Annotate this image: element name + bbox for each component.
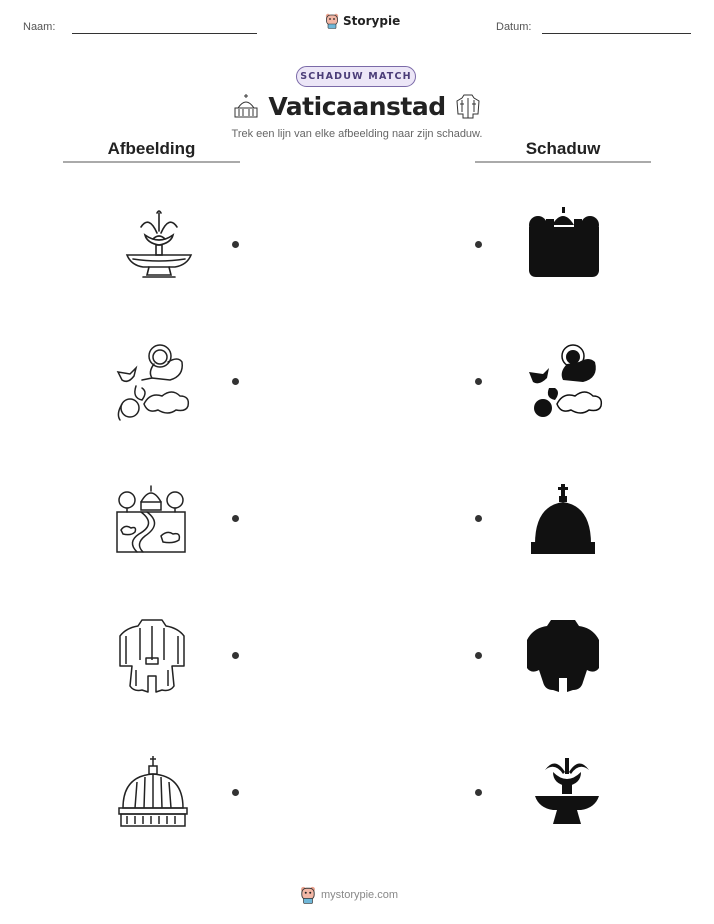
activity-badge: SCHADUW MATCH — [296, 66, 416, 87]
date-line[interactable] — [542, 33, 691, 34]
left-dot-4[interactable] — [232, 652, 239, 659]
left-image-2 — [114, 342, 194, 422]
basilica-dome-icon — [113, 752, 193, 832]
brand-logo — [325, 13, 400, 29]
uniform-silhouette-icon — [523, 616, 603, 696]
column-head-left: Afbeelding — [107, 139, 196, 158]
left-image-3 — [111, 478, 191, 558]
fountain-silhouette-icon — [527, 752, 607, 832]
left-dot-1[interactable] — [232, 241, 239, 248]
name-line[interactable] — [72, 33, 257, 34]
swiss-guard-uniform-icon — [112, 616, 192, 696]
saint-with-dove-icon — [114, 342, 194, 422]
column-head-right: Schaduw — [525, 139, 601, 158]
column-rule-left — [63, 161, 240, 163]
bear-logo-icon — [300, 886, 316, 904]
right-image-3 — [523, 478, 603, 558]
left-image-5 — [113, 752, 193, 832]
footer-url[interactable]: mystorypie.com — [321, 889, 399, 901]
footer — [300, 886, 398, 904]
instructions: Trek een lijn van elke afbeelding naar zijn schaduw. — [231, 128, 483, 140]
left-dot-2[interactable] — [232, 378, 239, 385]
brand-name: Storypie — [343, 14, 401, 28]
name-label: Naam: — [23, 21, 56, 33]
right-dot-4[interactable] — [475, 652, 482, 659]
right-image-1 — [524, 205, 604, 285]
page-title: Vaticaanstad — [268, 92, 446, 121]
right-dot-1[interactable] — [475, 241, 482, 248]
title-uniform-icon — [454, 92, 482, 120]
column-rule-right — [475, 161, 651, 163]
saint-with-dove-silhouette-icon — [525, 342, 605, 422]
bear-logo-icon — [325, 13, 339, 29]
date-label: Datum: — [496, 21, 532, 33]
right-image-2 — [525, 342, 605, 422]
right-image-4 — [523, 616, 603, 696]
vatican-gardens-icon — [111, 478, 191, 558]
left-image-1 — [119, 205, 199, 285]
left-dot-3[interactable] — [232, 515, 239, 522]
fountain-icon — [119, 205, 199, 285]
right-image-5 — [527, 752, 607, 832]
right-dot-2[interactable] — [475, 378, 482, 385]
left-dot-5[interactable] — [232, 789, 239, 796]
right-dot-5[interactable] — [475, 789, 482, 796]
basilica-facade-silhouette-icon — [524, 205, 604, 285]
left-image-4 — [112, 616, 192, 696]
right-dot-3[interactable] — [475, 515, 482, 522]
dome-silhouette-icon — [523, 478, 603, 558]
